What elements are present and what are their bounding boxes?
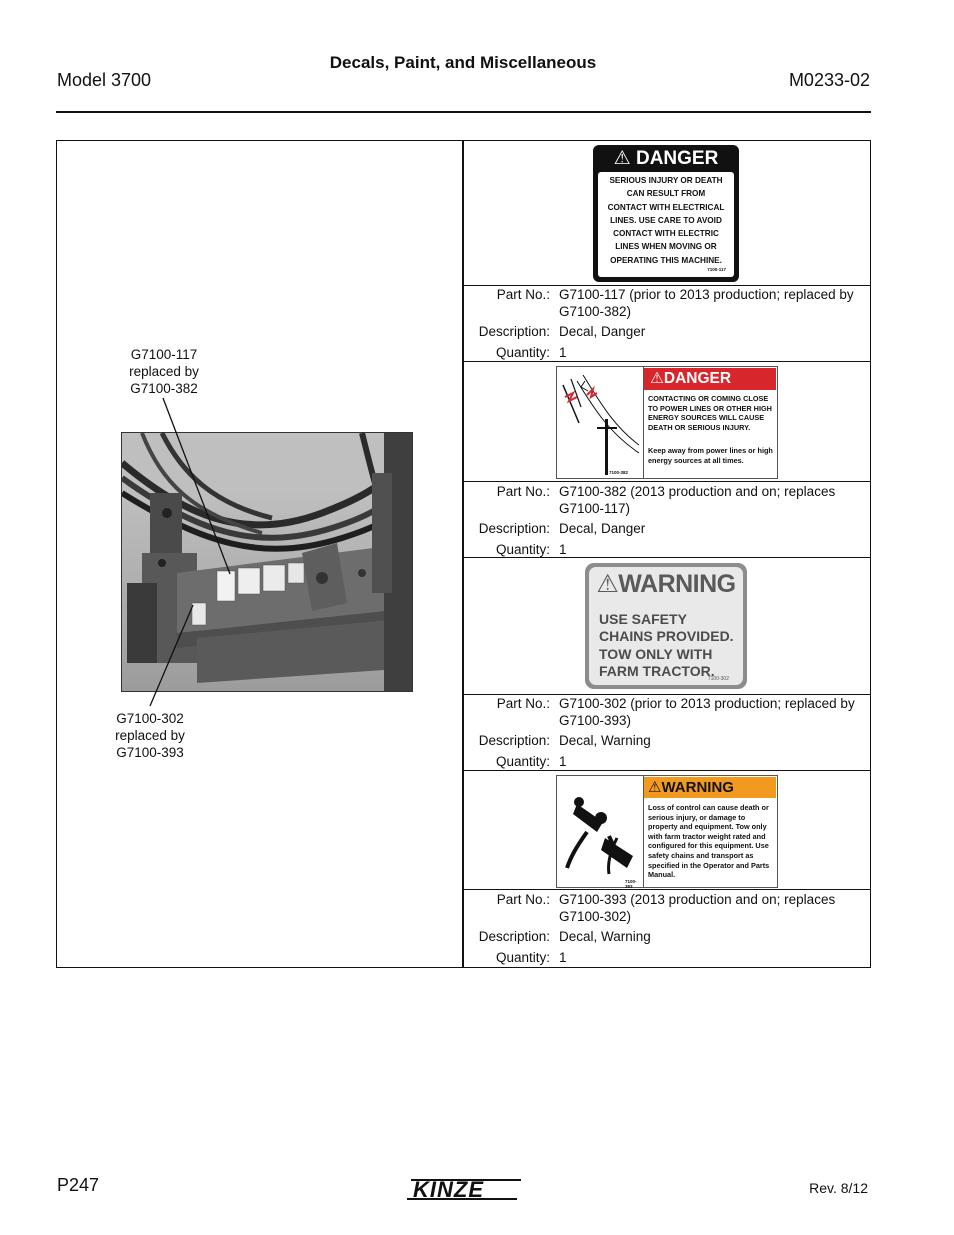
- part-no-label: Part No.:: [496, 484, 550, 499]
- decal-header-text: DANGER: [635, 148, 719, 169]
- quantity-value: 1: [559, 344, 567, 360]
- warning-decal-7100-302: [585, 563, 747, 689]
- description-label: Description:: [478, 324, 550, 339]
- decal-line: CAN RESULT FROM: [626, 189, 706, 199]
- description-label: Description:: [478, 521, 550, 536]
- tractor-tow-pictogram: [557, 776, 644, 887]
- quantity-value: 1: [559, 753, 567, 769]
- description-value: Decal, Danger: [559, 521, 646, 536]
- part-no-value: G7100-302 (prior to 2013 production; replaced by G7100-393): [559, 696, 855, 728]
- decal-line: FARM TRACTOR.: [599, 663, 715, 680]
- quantity-label: Quantity:: [495, 753, 550, 769]
- decal-body: [598, 172, 734, 277]
- description-value: Decal, Warning: [559, 733, 651, 748]
- decal-text: CONTACTING OR COMING CLOSE TO POWER LINES OR OTHER HIGH ENERGY SOURCES WILL CAUSE DEATH OR SERIOUS INJURY.: [648, 394, 772, 432]
- document-number: M0233-02: [788, 70, 870, 90]
- callout-line: G7100-382: [130, 381, 198, 396]
- callout-line: G7100-393: [116, 745, 184, 760]
- quantity-label: Quantity:: [495, 541, 550, 557]
- decal-code: 7100-393: [625, 879, 637, 889]
- callout-line: replaced by: [129, 364, 199, 379]
- callout-line: replaced by: [115, 728, 185, 743]
- decal-text: Loss of control can cause death or serious injury, or damage to property and equipment. Tow only with farm tractor weight rated and configured for this equipment. Use safety chains and transport as specified in the Operator and Parts Manual.: [648, 803, 770, 880]
- callout-line: G7100-117: [130, 347, 198, 362]
- description-label: Description:: [478, 929, 550, 944]
- decal-code: 7100-117: [707, 267, 726, 273]
- quantity-value: 1: [559, 949, 567, 965]
- decal-line: LINES WHEN MOVING OR: [615, 242, 717, 252]
- decal-code: 7100-382: [609, 470, 629, 475]
- part-no-label: Part No.:: [496, 287, 550, 302]
- danger-decal-7100-382: [556, 366, 778, 479]
- warning-triangle-icon: ⚠: [596, 570, 619, 598]
- page-number: P247: [57, 1175, 100, 1195]
- decal-header-text: WARNING: [618, 570, 736, 598]
- decal-header: [644, 368, 776, 390]
- kinze-logo: [403, 1175, 525, 1208]
- decal-header-text: WARNING: [661, 779, 734, 796]
- description-value: Decal, Danger: [559, 324, 646, 339]
- decal-info-3: [463, 696, 869, 770]
- decal-line: LINES. USE CARE TO AVOID: [610, 215, 722, 225]
- danger-decal-7100-117: [593, 145, 739, 282]
- warning-triangle-icon: ⚠: [613, 148, 631, 169]
- decal-header: [589, 569, 743, 599]
- part-no-label: Part No.:: [496, 892, 550, 907]
- warning-triangle-icon: ⚠: [648, 779, 662, 796]
- decal-line: CONTACT WITH ELECTRICAL: [607, 202, 725, 212]
- power-line-pictogram: [557, 367, 644, 478]
- decal-header: [593, 145, 739, 173]
- section-title: Decals, Paint, and Miscellaneous: [329, 53, 597, 72]
- part-no-value: G7100-117 (prior to 2013 production; replaced by G7100-382): [559, 287, 854, 319]
- description-value: Decal, Warning: [559, 929, 651, 944]
- part-no-value: G7100-382 (2013 production and on; replaces G7100-117): [559, 484, 836, 516]
- decal-line: CHAINS PROVIDED.: [599, 628, 734, 645]
- decal-line: OPERATING THIS MACHINE.: [610, 255, 722, 265]
- decal-header-text: DANGER: [663, 370, 732, 387]
- decal-info-2: [463, 484, 869, 558]
- decal-line: TOW ONLY WITH: [599, 645, 713, 662]
- part-no-value: G7100-393 (2013 production and on; replaces G7100-302): [559, 892, 836, 924]
- decal-line: SERIOUS INJURY OR DEATH: [609, 176, 723, 185]
- part-no-label: Part No.:: [496, 696, 550, 711]
- decal-info-1: [463, 287, 869, 361]
- decal-line: USE SAFETY: [599, 611, 687, 627]
- decal-line: CONTACT WITH ELECTRIC: [613, 229, 719, 239]
- description-label: Description:: [478, 733, 550, 748]
- decal-info-4: [463, 892, 869, 966]
- decal-body: [599, 611, 734, 681]
- decal-header: [644, 777, 776, 798]
- model-name: Model 3700: [57, 70, 152, 90]
- kinze-logo-text: KINZE: [413, 1177, 484, 1202]
- warning-decal-7100-393: [556, 775, 778, 888]
- quantity-label: Quantity:: [495, 949, 550, 965]
- revision: Rev. 8/12: [809, 1180, 868, 1196]
- decal-code: 7100-302: [707, 676, 729, 682]
- decal-text: Keep away from power lines or high energy sources at all times.: [648, 446, 773, 465]
- warning-triangle-icon: ⚠: [650, 370, 664, 387]
- callout-line: G7100-302: [116, 711, 184, 726]
- quantity-value: 1: [559, 541, 567, 557]
- quantity-label: Quantity:: [495, 344, 550, 360]
